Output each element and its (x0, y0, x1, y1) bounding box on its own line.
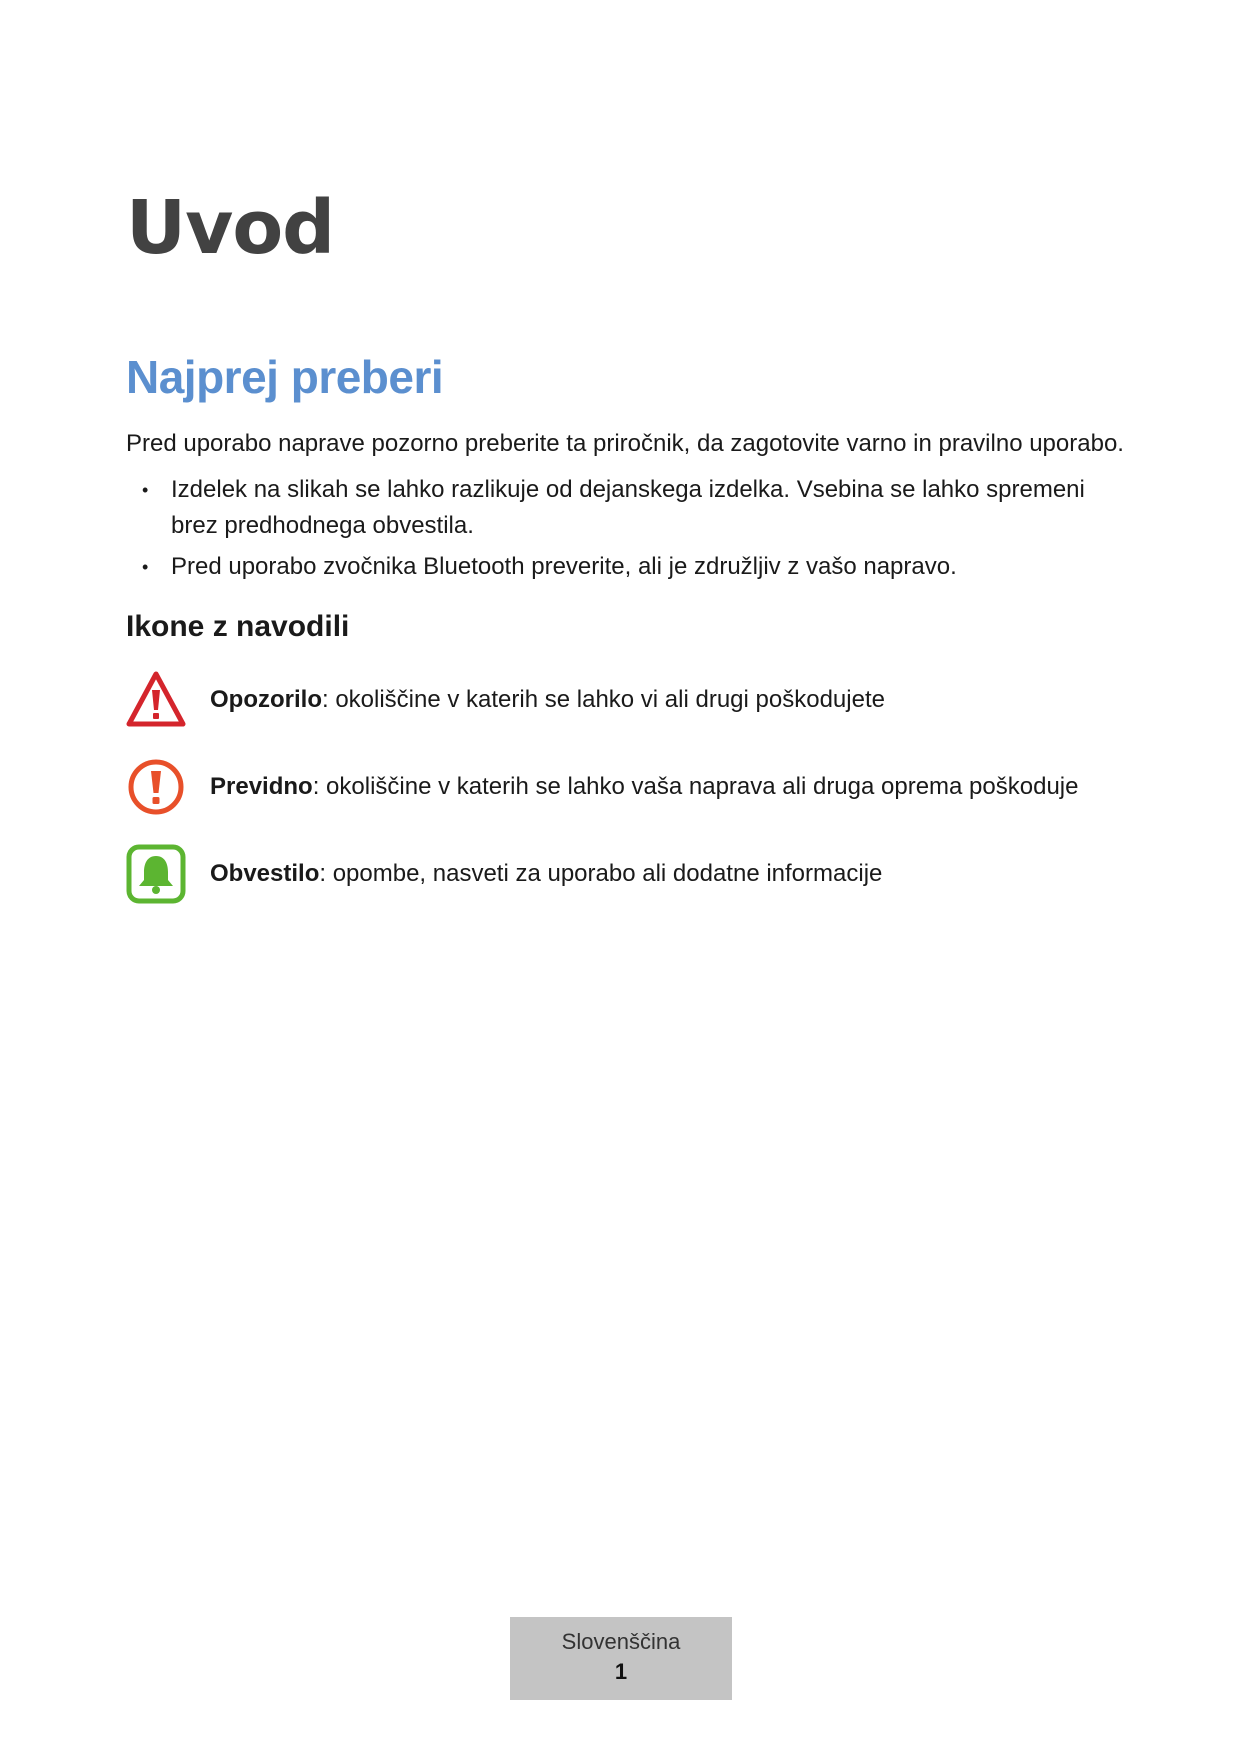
list-item (126, 472, 1126, 544)
icon-text: : okoliščine v katerih se lahko vi ali drugi poškodujete (321, 686, 885, 713)
icon-description (210, 860, 882, 888)
caution-circle-icon (126, 757, 186, 817)
bullet-mark: • (142, 480, 149, 500)
warning-triangle-icon (126, 670, 186, 730)
icon-text: : opombe, nasveti za uporabo ali dodatne informacije (319, 860, 883, 887)
icon-row-warning (126, 670, 1126, 730)
icon-row-caution (126, 757, 1126, 817)
bullet-mark: • (142, 557, 149, 577)
icon-term: Opozorilo (210, 686, 322, 713)
icon-term: Previdno (210, 773, 313, 800)
page-title: Uvod (126, 185, 335, 271)
page-footer (510, 1617, 732, 1700)
icon-text: : okoliščine v katerih se lahko vaša naprava ali druga oprema poškoduje (312, 773, 1079, 800)
notice-bell-icon (126, 844, 186, 904)
icon-row-notice (126, 844, 1126, 904)
bullet-text: Pred uporabo zvočnika Bluetooth preverite, ali je združljiv z vašo napravo. (171, 553, 957, 580)
intro-paragraph: Pred uporabo naprave pozorno preberite ta priročnik, da zagotovite varno in pravilno uporabo. (126, 430, 1124, 457)
bullet-list (126, 472, 1126, 590)
list-item (126, 549, 1126, 585)
page-number: 1 (614, 1659, 628, 1684)
icon-term: Obvestilo (210, 860, 320, 887)
icon-description (210, 773, 1078, 801)
icon-description (210, 686, 885, 714)
footer-language: Slovenščina (561, 1629, 681, 1654)
bullet-text: Izdelek na slikah se lahko razlikuje od dejanskega izdelka. Vsebina se lahko spremeni brez predhodnega obvestila. (171, 476, 1085, 539)
section-title: Najprej preberi (126, 351, 444, 403)
subsection-title: Ikone z navodili (126, 610, 350, 643)
